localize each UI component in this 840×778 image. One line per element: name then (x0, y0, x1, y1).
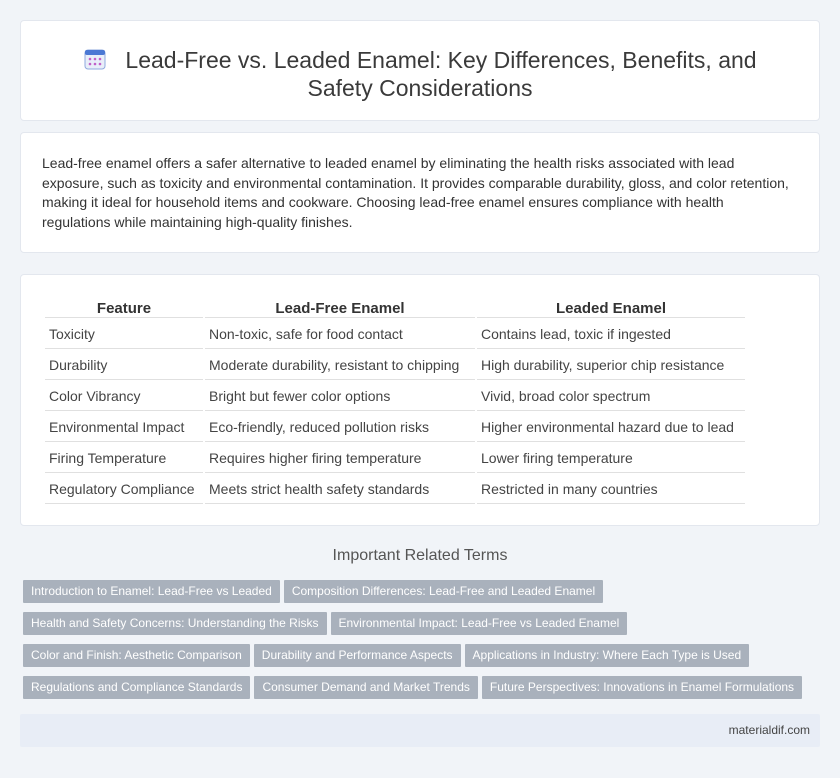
row-lead-free: Moderate durability, resistant to chipping (205, 351, 475, 380)
related-term-tag[interactable]: Consumer Demand and Market Trends (254, 676, 477, 699)
header-feature: Feature (45, 298, 203, 318)
row-leaded: Higher environmental hazard due to lead (477, 413, 745, 442)
row-leaded: Vivid, broad color spectrum (477, 382, 745, 411)
page-title (21, 46, 819, 102)
summary-card (20, 132, 820, 253)
table-row (45, 351, 745, 380)
related-term-tag[interactable]: Regulations and Compliance Standards (23, 676, 250, 699)
header-lead-free: Lead-Free Enamel (205, 298, 475, 318)
calendar-icon (83, 47, 107, 71)
summary-text: Lead-free enamel offers a safer alternative to leaded enamel by eliminating the health risks associated with lead exposure, such as toxicity and environmental contamination. It provides comparable durability, gloss, and color retention, making it ideal for household items and cookware. Choosing lead-free enamel ensures compliance with health regulations while maintaining high-quality finishes. (42, 155, 789, 230)
footer-site-link[interactable]: materialdif.com (728, 723, 810, 737)
row-leaded: Contains lead, toxic if ingested (477, 320, 745, 349)
row-leaded: Lower firing temperature (477, 444, 745, 473)
row-feature: Durability (45, 351, 203, 380)
tag-row (23, 676, 813, 708)
table-row (45, 444, 745, 473)
row-lead-free: Eco-friendly, reduced pollution risks (205, 413, 475, 442)
table-row (45, 475, 745, 504)
related-term-tag[interactable]: Composition Differences: Lead-Free and Leaded Enamel (284, 580, 603, 603)
row-feature: Environmental Impact (45, 413, 203, 442)
title-line-2: Safety Considerations (307, 75, 533, 101)
table-row (45, 382, 745, 411)
related-term-tag[interactable]: Color and Finish: Aesthetic Comparison (23, 644, 250, 667)
header-leaded: Leaded Enamel (477, 298, 745, 318)
tag-row (23, 644, 813, 676)
related-term-tag[interactable]: Future Perspectives: Innovations in Enamel Formulations (482, 676, 802, 699)
row-leaded: Restricted in many countries (477, 475, 745, 504)
table-row (45, 413, 745, 442)
row-feature: Firing Temperature (45, 444, 203, 473)
related-term-tag[interactable]: Health and Safety Concerns: Understanding the Risks (23, 612, 327, 635)
table-row (45, 320, 745, 349)
related-term-tag[interactable]: Applications in Industry: Where Each Type is Used (465, 644, 750, 667)
related-terms-tags (23, 580, 813, 708)
tag-row (23, 580, 813, 612)
related-term-tag[interactable]: Introduction to Enamel: Lead-Free vs Leaded (23, 580, 280, 603)
related-term-tag[interactable]: Durability and Performance Aspects (254, 644, 461, 667)
row-feature: Toxicity (45, 320, 203, 349)
row-lead-free: Meets strict health safety standards (205, 475, 475, 504)
footer (20, 714, 820, 747)
table-header-row (45, 298, 745, 318)
title-line-1: Lead-Free vs. Leaded Enamel: Key Differences, Benefits, and (125, 47, 757, 73)
comparison-table (43, 296, 747, 506)
row-feature: Regulatory Compliance (45, 475, 203, 504)
related-terms-title: Important Related Terms (332, 547, 508, 564)
row-feature: Color Vibrancy (45, 382, 203, 411)
row-lead-free: Bright but fewer color options (205, 382, 475, 411)
tag-row (23, 612, 813, 644)
comparison-card (20, 274, 820, 526)
row-leaded: High durability, superior chip resistance (477, 351, 745, 380)
header-card (20, 20, 820, 121)
row-lead-free: Non-toxic, safe for food contact (205, 320, 475, 349)
row-lead-free: Requires higher firing temperature (205, 444, 475, 473)
related-term-tag[interactable]: Environmental Impact: Lead-Free vs Leaded Enamel (331, 612, 628, 635)
